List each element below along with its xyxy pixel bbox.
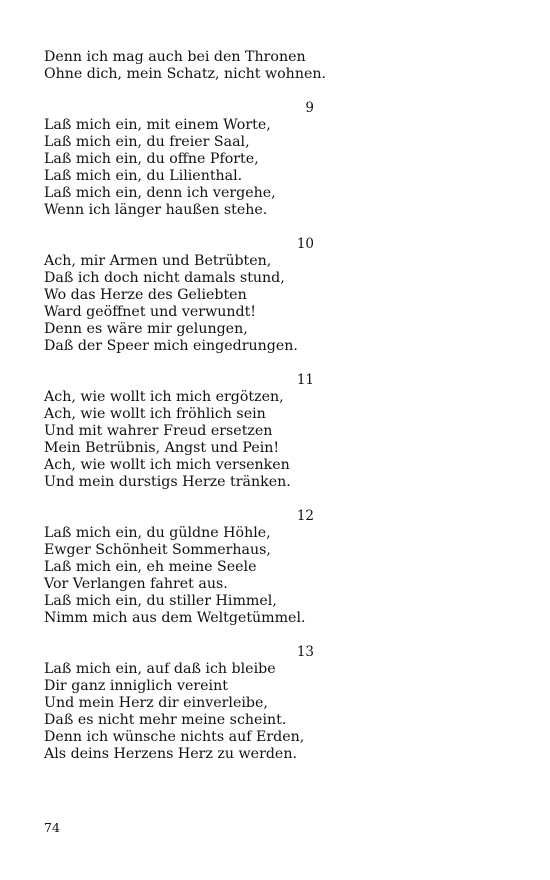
stanza-number: 10: [296, 236, 314, 252]
poem-line: Laß mich ein, du güldne Höhle,: [44, 525, 271, 541]
stanza-12: [44, 508, 314, 627]
stanza-13: [44, 644, 314, 763]
poem-line: Ohne dich, mein Schatz, nicht wohnen.: [44, 66, 326, 82]
poem-line: Und mein durstigs Herze tränken.: [44, 474, 291, 490]
poem-body: [44, 49, 326, 780]
poem-line: Wenn ich länger haußen stehe.: [44, 202, 268, 218]
poem-line: Denn es wäre mir gelungen,: [44, 321, 248, 337]
poem-line: Laß mich ein, denn ich vergehe,: [44, 185, 276, 201]
stanza-9: [44, 100, 314, 219]
poem-line: Dir ganz inniglich vereint: [44, 678, 228, 694]
poem-line: Und mein Herz dir einverleibe,: [44, 695, 268, 711]
stanza-11: [44, 372, 314, 491]
poem-line: Laß mich ein, eh meine Seele: [44, 559, 257, 575]
poem-line: Daß ich doch nicht damals stund,: [44, 270, 285, 286]
poem-line: Wo das Herze des Geliebten: [44, 287, 247, 303]
poem-line: Ach, mir Armen und Betrübten,: [44, 253, 272, 269]
stanza-number: 9: [305, 100, 314, 116]
poem-line: Ewger Schönheit Sommerhaus,: [44, 542, 271, 558]
poem-line: Denn ich mag auch bei den Thronen: [44, 49, 306, 65]
stanza-number: 12: [296, 508, 314, 524]
stanza-number: 13: [296, 644, 314, 660]
poem-line: Laß mich ein, du freier Saal,: [44, 134, 250, 150]
poem-line: Laß mich ein, du stiller Himmel,: [44, 593, 277, 609]
poem-line: Daß der Speer mich eingedrungen.: [44, 338, 298, 354]
poem-line: Ach, wie wollt ich fröhlich sein: [44, 406, 266, 422]
poem-line: Laß mich ein, du Lilienthal.: [44, 168, 243, 184]
stanza-number: 11: [296, 372, 314, 388]
poem-line: Daß es nicht mehr meine scheint.: [44, 712, 287, 728]
poem-line: Vor Verlangen fahret aus.: [44, 576, 228, 592]
page-number: 74: [44, 820, 60, 835]
stanza-10: [44, 236, 314, 355]
stanza-continued: [44, 49, 326, 83]
poem-line: Laß mich ein, mit einem Worte,: [44, 117, 271, 133]
poem-line: Ach, wie wollt ich mich ergötzen,: [44, 389, 284, 405]
poem-line: Nimm mich aus dem Weltgetümmel.: [44, 610, 306, 626]
poem-line: Als deins Herzens Herz zu werden.: [44, 746, 297, 762]
poem-line: Und mit wahrer Freud ersetzen: [44, 423, 273, 439]
poem-line: Denn ich wünsche nichts auf Erden,: [44, 729, 305, 745]
poem-line: Mein Betrübnis, Angst und Pein!: [44, 440, 280, 456]
poem-line: Ward geöffnet und verwundt!: [44, 304, 256, 320]
poem-line: Ach, wie wollt ich mich versenken: [44, 457, 290, 473]
poem-line: Laß mich ein, auf daß ich bleibe: [44, 661, 276, 677]
poem-line: Laß mich ein, du offne Pforte,: [44, 151, 259, 167]
